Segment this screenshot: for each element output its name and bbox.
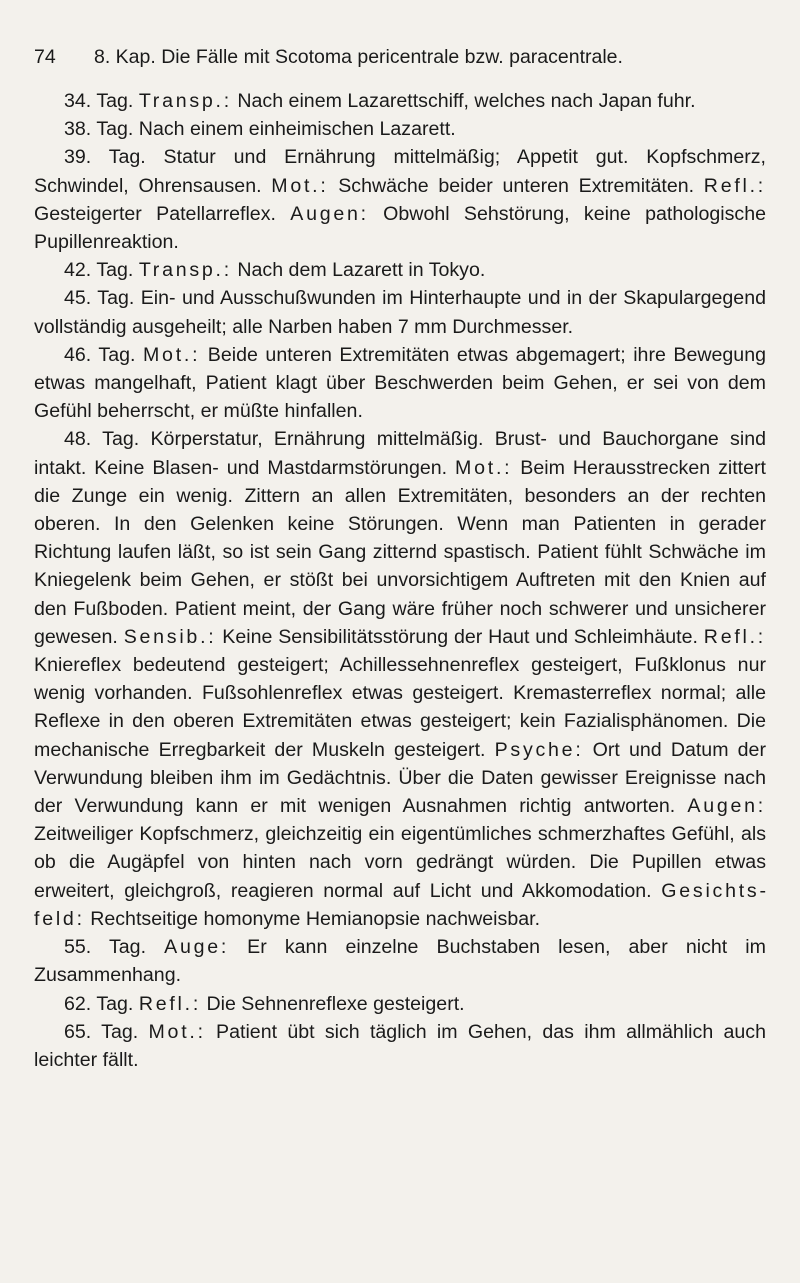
section-label: Sensib.:	[123, 625, 217, 648]
section-label: Psyche:	[494, 738, 584, 761]
entry-text: Keine Sensibilitätsstörung der Haut und Schleimhäute.	[216, 625, 704, 648]
entry-text: Patient übt sich täglich im Gehen, das ihm allmählich auch leichter fällt.	[34, 1020, 766, 1071]
entry-text: Beide unteren Extremitäten etwas abgemagert; ihre Bewegung etwas mangelhaft, Patient klagt über Beschwerden beim Gehen, er sei von dem Gefühl beherrscht, er müßte hinfallen.	[34, 343, 766, 423]
day-entry-paragraph	[34, 341, 766, 426]
section-label: Mot.:	[142, 343, 201, 366]
entry-text: 65. Tag.	[64, 1020, 149, 1043]
day-entry-paragraph	[34, 933, 766, 989]
section-label: Transp.:	[138, 90, 232, 112]
day-entry-paragraph	[34, 256, 766, 284]
entry-text: Ort und Datum der Verwundung bleiben ihm im Gedächtnis. Über die Daten gewisser Ereignisse nach der Verwundung kann er mit wenigen Ausnahmen richtig antworten.	[34, 738, 766, 818]
entry-text: 48. Tag. Körperstatur, Ernährung mittelmäßig. Brust- und Bauchorgane sind intakt. Keine Blasen- und Mastdarmstörungen.	[34, 428, 766, 479]
section-label: Refl.:	[703, 625, 766, 648]
page-number: 74	[34, 46, 56, 68]
day-entry-paragraph	[34, 1018, 766, 1074]
entry-text: Beim Herausstrecken zittert die Zunge ein wenig. Zittern an allen Extremitäten, besonders an der rechten oberen. In den Gelenken keine Störungen. Wenn man Patienten in gerader Richtung laufen läßt, so ist sein Gang zitternd spastisch. Patient fühlt Schwäche im Kniegelenk beim Gehen, er stößt bei unvorsichtigem Auftreten mit den Knien auf den Fußboden. Patient meint, der Gang wäre früher noch schwerer und unsicherer gewesen.	[34, 456, 766, 648]
entry-text: Die Sehnenreflexe gesteigert.	[201, 992, 465, 1015]
section-label: Mot.:	[148, 1020, 206, 1043]
entry-text: Rechtseitige homonyme Hemianopsie nachweisbar.	[84, 907, 541, 930]
body-text	[34, 87, 766, 1074]
entry-text: 34. Tag.	[64, 90, 139, 112]
section-label: Augen:	[290, 202, 369, 225]
day-entry-paragraph	[34, 425, 766, 933]
entry-text: Er kann einzelne Buchstaben lesen, aber nicht im Zusammenhang.	[34, 936, 766, 987]
section-label: Refl.:	[703, 174, 766, 197]
section-label: Augen:	[687, 795, 766, 818]
entry-text: Nach dem Lazarett in Tokyo.	[231, 259, 486, 282]
entry-text: 45. Tag. Ein- und Ausschußwunden im Hinterhaupte und in der Skapulargegend vollständig ausgeheilt; alle Narben haben 7 mm Durchmesser.	[34, 287, 766, 338]
running-header	[34, 44, 766, 70]
entry-text: 38. Tag. Nach einem einheimischen Lazarett.	[64, 118, 456, 141]
day-entry-paragraph	[34, 990, 766, 1018]
section-label: Auge:	[164, 936, 230, 959]
running-title: 8. Kap. Die Fälle mit Scotoma pericentrale bzw. paracentrale.	[94, 46, 623, 68]
entry-text: 55. Tag.	[64, 936, 165, 959]
entry-text: 39. Tag. Statur und Ernährung mittelmäßig; Appetit gut. Kopfschmerz, Schwindel, Ohrensausen.	[34, 146, 766, 197]
section-label: Mot.:	[455, 456, 513, 479]
day-entry-paragraph	[34, 87, 766, 115]
entry-text: 46. Tag.	[64, 343, 143, 366]
entry-text: Schwäche beider unteren Extremitäten.	[328, 174, 704, 197]
day-entry-paragraph	[34, 284, 766, 340]
entry-text: Kniereflex bedeutend gesteigert; Achillessehnenreflex gesteigert, Fußklonus nur wenig vorhanden. Fußsohlenreflex etwas gesteigert. Kremasterreflex normal; alle Reflexe in den oberen Extremitäten etwas gesteigert; kein Fazialisphänomen. Die mechanische Erregbarkeit der Muskeln gesteigert.	[34, 654, 766, 761]
day-entry-paragraph	[34, 143, 766, 256]
section-label: Refl.:	[138, 992, 202, 1015]
day-entry-paragraph	[34, 115, 766, 143]
section-label: Transp.:	[138, 259, 232, 282]
entry-text: Nach einem Lazarettschiff, welches nach Japan fuhr.	[231, 90, 696, 112]
entry-text: 42. Tag.	[64, 259, 139, 282]
entry-text: Obwohl Sehstörung, keine pathologische Pupillenreaktion.	[34, 202, 766, 254]
section-label: Gesichtsfeld:	[34, 879, 766, 930]
entry-text: 62. Tag.	[64, 992, 139, 1015]
entry-text: Zeitweiliger Kopfschmerz, gleichzeitig ein eigentümliches schmerzhaftes Gefühl, als ob die Augäpfel von hinten nach vorn gedrängt würden. Die Pupillen etwas erweitert, gleichgroß, reagieren normal auf Licht und Akkomodation.	[34, 823, 766, 902]
section-label: Mot.:	[271, 174, 329, 197]
entry-text: Gesteigerter Patellarreflex.	[34, 202, 291, 225]
